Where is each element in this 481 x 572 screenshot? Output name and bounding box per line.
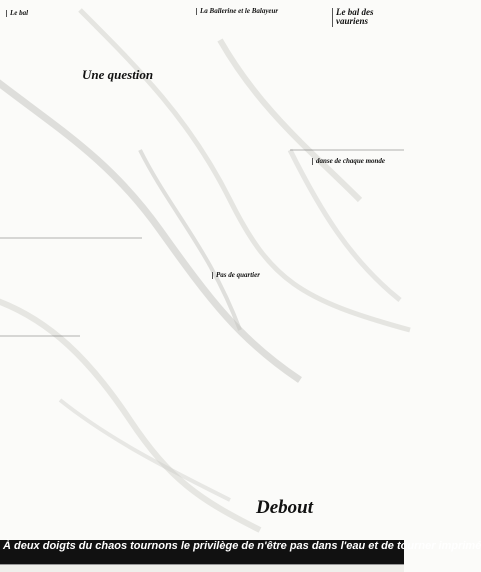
- bottom-banner: [0, 540, 481, 564]
- article-une-question: [82, 68, 158, 82]
- article-danse: [312, 158, 402, 165]
- article-bal: [6, 10, 74, 17]
- ballerine-heading: La Ballerine et le Balayeur: [200, 7, 279, 15]
- une-question-heading: Une question: [82, 67, 154, 82]
- article-bal-heading: Le bal: [10, 9, 29, 17]
- fine-print-strip: [0, 564, 404, 572]
- article-pas-de-quartier: [212, 272, 306, 279]
- debout-heading: Debout: [256, 497, 313, 518]
- bottom-banner-title: À deux doigts du chaos tournons le privilège de n'être pas dans l'eau et de tourner imprimé: [3, 540, 481, 552]
- danse-heading: danse de chaque monde: [316, 157, 386, 165]
- article-bal-des-vauriens: [332, 8, 400, 27]
- pas-de-quartier-heading: Pas de quartier: [216, 271, 260, 279]
- bal-des-vauriens-heading: Le bal des vauriens: [336, 7, 374, 27]
- article-debout: [256, 498, 316, 518]
- article-ballerine: [196, 8, 320, 15]
